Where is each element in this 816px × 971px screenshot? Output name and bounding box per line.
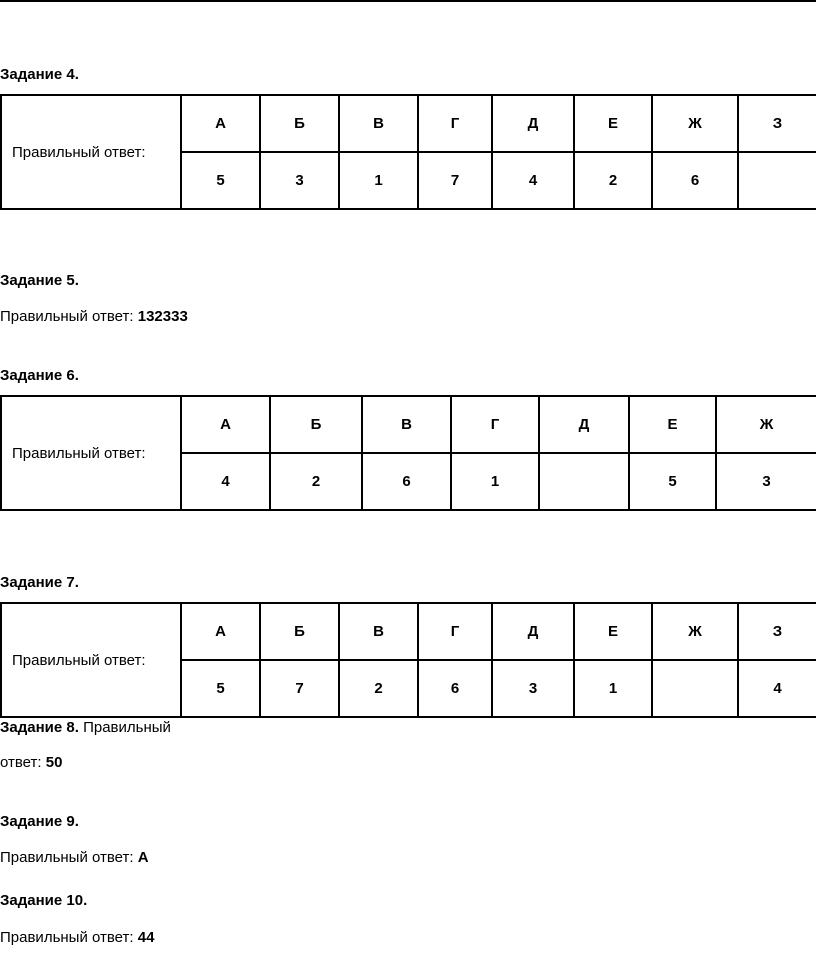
- task6-title: Задание 6.: [0, 367, 79, 384]
- task5-answer-label: Правильный ответ:: [0, 308, 134, 325]
- task6-answer-label: Правильный ответ:: [1, 396, 181, 510]
- task7-answer-label: Правильный ответ:: [1, 603, 181, 717]
- task7-header-cell: Г: [418, 603, 492, 660]
- task7-header-cell: Ж: [652, 603, 738, 660]
- task4-value-cell: 4: [492, 152, 574, 209]
- task7-value-cell: 3: [492, 660, 574, 717]
- task7-value-cell: 7: [260, 660, 339, 717]
- task7-header-cell: В: [339, 603, 418, 660]
- task6-value-cell: 3: [716, 453, 816, 510]
- task8-title: Задание 8.: [0, 719, 79, 736]
- task7-title: Задание 7.: [0, 574, 79, 591]
- task9-answer-line: [0, 849, 149, 866]
- task4-header-cell: Ж: [652, 95, 738, 152]
- task10-answer-line: [0, 929, 154, 946]
- task4-header-cell: А: [181, 95, 260, 152]
- task7-header-cell: Д: [492, 603, 574, 660]
- task10-answer-value: 44: [137, 929, 155, 946]
- task7-header-cell: З: [738, 603, 816, 660]
- task7-answer-table: [0, 602, 816, 718]
- task4-header-cell: В: [339, 95, 418, 152]
- task7-value-cell: [652, 660, 738, 717]
- task9-answer-label: Правильный ответ:: [0, 849, 134, 866]
- task6-header-cell: Е: [629, 396, 716, 453]
- task4-value-cell: 3: [260, 152, 339, 209]
- task6-answer-table: [0, 395, 816, 511]
- task4-header-cell: Е: [574, 95, 652, 152]
- task6-header-cell: А: [181, 396, 270, 453]
- task4-header-cell: З: [738, 95, 816, 152]
- task10-title: Задание 10.: [0, 892, 88, 909]
- task4-value-cell: 7: [418, 152, 492, 209]
- task6-value-cell: 1: [451, 453, 539, 510]
- task8-line2: [0, 754, 62, 771]
- task6-value-cell: 4: [181, 453, 270, 510]
- task4-answer-label: Правильный ответ:: [1, 95, 181, 209]
- task6-value-cell: [539, 453, 629, 510]
- task7-header-cell: А: [181, 603, 260, 660]
- top-rule: [0, 0, 816, 2]
- task6-header-cell: Ж: [716, 396, 816, 453]
- task9-title: Задание 9.: [0, 813, 79, 830]
- task4-value-cell: 5: [181, 152, 260, 209]
- task4-header-cell: Б: [260, 95, 339, 152]
- task4-value-cell: 1: [339, 152, 418, 209]
- task6-header-cell: Б: [270, 396, 362, 453]
- task6-value-cell: 5: [629, 453, 716, 510]
- task4-value-cell: 2: [574, 152, 652, 209]
- task4-value-cell: [738, 152, 816, 209]
- task8-answer-label-part1: Правильный: [83, 719, 171, 736]
- task9-answer-value: А: [137, 849, 149, 866]
- task6-value-cell: 2: [270, 453, 362, 510]
- task4-header-cell: Д: [492, 95, 574, 152]
- task5-answer-line: [0, 308, 188, 325]
- task4-answer-table: [0, 94, 816, 210]
- task8-answer-value: 50: [45, 754, 63, 771]
- task7-value-cell: 5: [181, 660, 260, 717]
- task6-value-cell: 6: [362, 453, 451, 510]
- task5-title: Задание 5.: [0, 272, 79, 289]
- task6-header-cell: Д: [539, 396, 629, 453]
- task7-value-cell: 1: [574, 660, 652, 717]
- task8-line1: [0, 719, 171, 736]
- task7-value-cell: 6: [418, 660, 492, 717]
- task6-header-cell: Г: [451, 396, 539, 453]
- task7-header-cell: Б: [260, 603, 339, 660]
- task4-header-cell: Г: [418, 95, 492, 152]
- task7-header-cell: Е: [574, 603, 652, 660]
- task4-title: Задание 4.: [0, 66, 79, 83]
- task10-answer-label: Правильный ответ:: [0, 929, 134, 946]
- task8-answer-label-part2: ответ:: [0, 754, 42, 771]
- task5-answer-value: 132333: [137, 308, 188, 325]
- task7-value-cell: 4: [738, 660, 816, 717]
- task7-value-cell: 2: [339, 660, 418, 717]
- task6-header-cell: В: [362, 396, 451, 453]
- task4-value-cell: 6: [652, 152, 738, 209]
